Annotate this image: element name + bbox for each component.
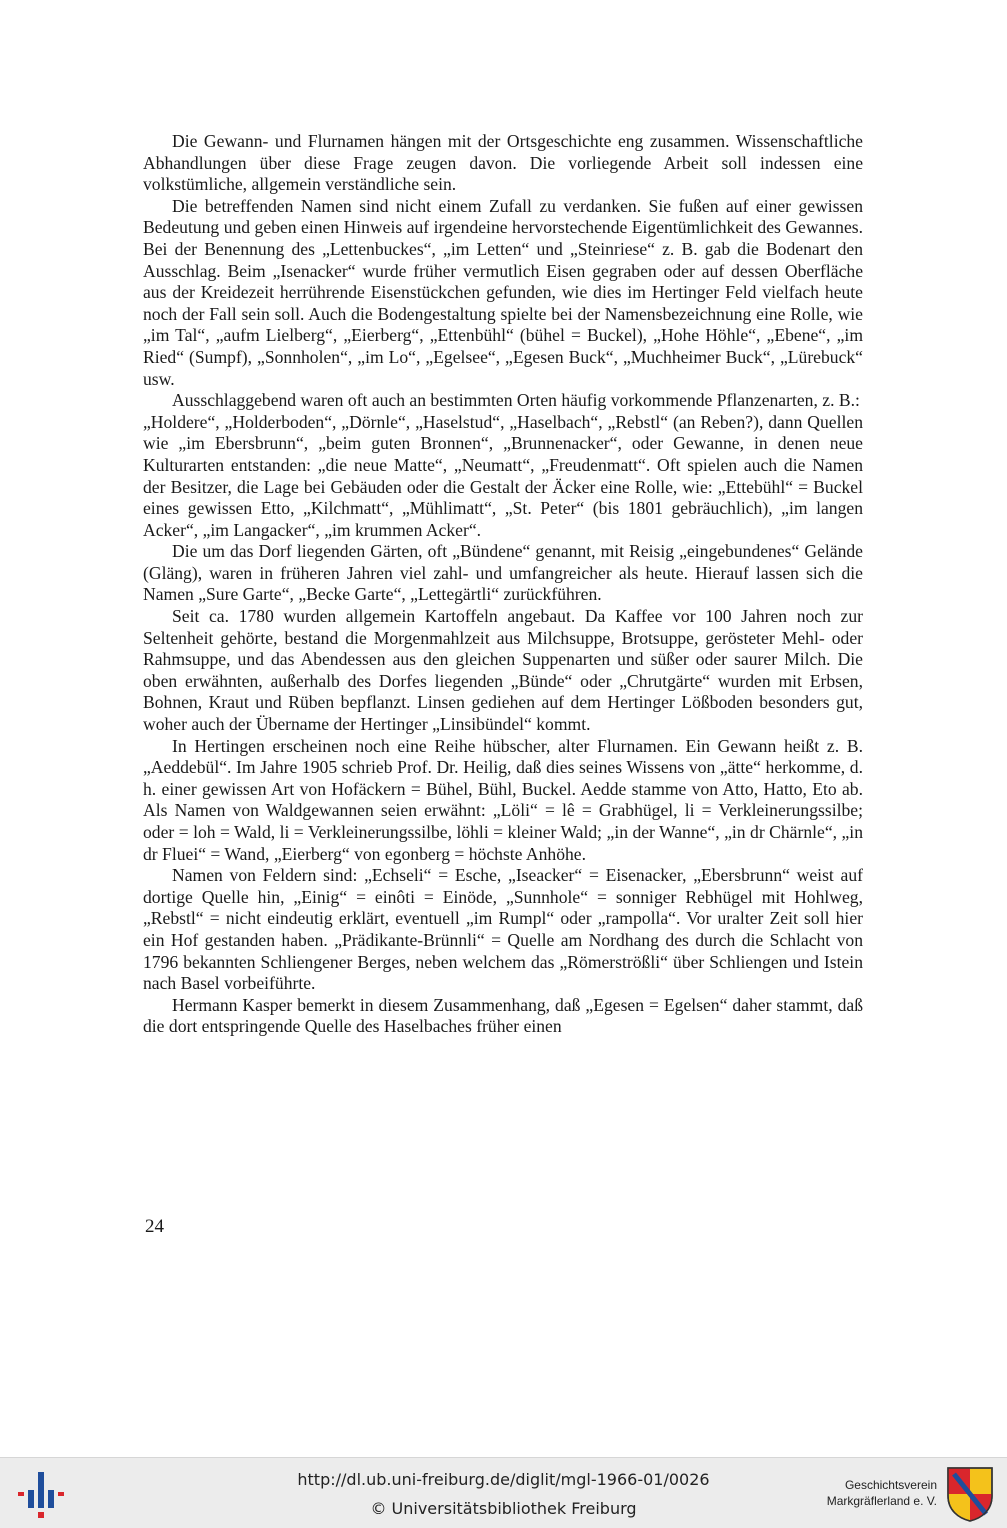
body-text [143, 131, 863, 1038]
paragraph-1: Die Gewann- und Flurnamen hängen mit der Ortsgeschichte eng zusammen. Wissenschaftliche Abhandlungen über diese Frage zeugen davon. Die vorliegende Arbeit soll indessen eine volkstümliche, allgemein verständliche sein. [143, 131, 863, 195]
paragraph-4: „Holdere“, „Holderboden“, „Dörnle“, „Haselstud“, „Haselbach“, „Rebstl“ (an Reben?), dann Quellen wie „im Ebersbrunn“, „beim guten Bronnen“, „Brunnenacker“, oder Gewanne, in denen neue Kulturarten entstanden: „die neue Matte“, „Neumatt“, „Freudenmatt“. Oft spielen auch die Namen der Besitzer, die Lage bei Gebäuden oder die Gestalt der Äcker eine Rolle, wie: „Ettebühl“ = Buckel eines gewissen Etto, „Kilchmatt“, „Mühlimatt“, „St. Peter“ (bis 1801 gebräuchlich), „im langen Acker“, „im Langacker“, „im krummen Acker“. [143, 411, 863, 540]
viewer-footer [0, 1457, 1007, 1528]
paragraph-6: Seit ca. 1780 wurden allgemein Kartoffeln angebaut. Da Kaffee vor 100 Jahren noch zur Seltenheit gehörte, bestand die Morgenmahlzeit aus Milchsuppe, Brotsuppe, gerösteter Mehl- oder Rahmsuppe, und das Abendessen aus den gleichen Suppenarten und süßer oder saurer Milch. Die oben erwähnten, außerhalb des Dorfes liegenden „Bünde“ oder „Chrutgärte“ wurden mit Erbsen, Bohnen, Kraut und Rüben bepflanzt. Linsen gediehen auf dem Hertinger Lößboden besonders gut, woher auch der Übername der Hertinger „Linsibündel“ kommt. [143, 606, 863, 735]
paragraph-2: Die betreffenden Namen sind nicht einem Zufall zu verdanken. Sie fußen auf einer gewissen Bedeutung und geben einen Hinweis auf irgendeine hervorstechende Eigentümlichkeit des Gewannes. Bei der Benennung des „Lettenbuckes“, „im Letten“ und „Steinriese“ z. B. gab die Bodenart den Ausschlag. Beim „Isenacker“ wurde früher vermutlich Eisen gegraben oder auf dessen Oberfläche aus der Kreidezeit herrührende Eisenstückchen gefunden, wie dies im Hertinger Feld vielfach heute noch der Fall sein soll. Auch die Bodengestaltung spielte bei der Namensbezeichnung eine Rolle, wie „im Tal“, „aufm Lielberg“, „Eierberg“, „Ettenbühl“ (bühel = Buckel), „Hohe Höhle“, „Ebene“, „im Ried“ (Sumpf), „Sonnholen“, „im Lo“, „Egelsee“, „Egesen Buck“, „Muchheimer Buck“, „Lürebuck“ usw. [143, 195, 863, 389]
publisher-line-1: Geschichtsverein [844, 1478, 937, 1492]
paragraph-5: Die um das Dorf liegenden Gärten, oft „Bündene“ genannt, mit Reisig „eingebundenes“ Gelände (Gläng), waren in früheren Jahren viel zahl- und umfangreicher als heute. Hierauf lassen sich die Namen „Sure Garte“, „Becke Garte“, „Lettegärtli“ zurückführen. [143, 541, 863, 605]
document-url-link[interactable]: http://dl.ub.uni-freiburg.de/diglit/mgl-1966-01/0026 [297, 1470, 710, 1489]
paragraph-3: Ausschlaggebend waren oft auch an bestimmten Orten häufig vorkommende Pflanzenarten, z. B.: [172, 390, 860, 411]
publisher-line-2: Markgräflerland e. V. [826, 1494, 937, 1508]
publisher-name [827, 1477, 937, 1509]
coat-of-arms-icon [946, 1466, 994, 1522]
paragraph-9: Hermann Kasper bemerkt in diesem Zusammenhang, daß „Egesen = Egelsen“ daher stammt, daß die dort entspringende Quelle des Haselbaches früher einen [143, 994, 863, 1037]
paragraph-7: In Hertingen erscheinen noch eine Reihe hübscher, alter Flurnamen. Ein Gewann heißt z. B. „Aeddebül“. Im Jahre 1905 schrieb Prof. Dr. Heilig, daß dies seines Wissens von „ätte“ herkomme, d. h. einer gewissen Art von Hofäckern = Bühel, Bühl, Buckel. Aedde stamme von Atto, Hatto, Eto ab. Als Namen von Waldgewannen seien erwähnt: „Löli“ = lê = Grabhügel, li = Verkleinerungssilbe; oder = loh = Wald, li = Verkleinerungssilbe, löhli = kleiner Wald; „in der Wanne“, „in dr Chärnle“, „in dr Fluei“ = Wand, „Eierberg“ von egonberg = höchste Anhöhe. [143, 735, 863, 864]
page-number: 24 [145, 1216, 164, 1237]
copyright-text: © Universitätsbibliothek Freiburg [370, 1499, 637, 1518]
paragraph-8: Namen von Feldern sind: „Echseli“ = Esche, „Iseacker“ = Eisenacker, „Ebersbrunn“ weist auf dortige Quelle hin, „Einig“ = einôti = Einöde, „Sunnhole“ = sonniger Rebhügel mit Hohlweg, „Rebstl“ = nicht eindeutig erklärt, eventuell „im Rumpl“ oder „rampolla“. Vor uralter Zeit soll hier ein Hof gestanden haben. „Prädikante-Brünnli“ = Quelle am Nordhang des durch die Schlacht von 1796 bekannten Schliengener Berges, neben welchem das „Römerströßli“ über Schliengen und Istein nach Basel vorbeiführte. [143, 865, 863, 994]
